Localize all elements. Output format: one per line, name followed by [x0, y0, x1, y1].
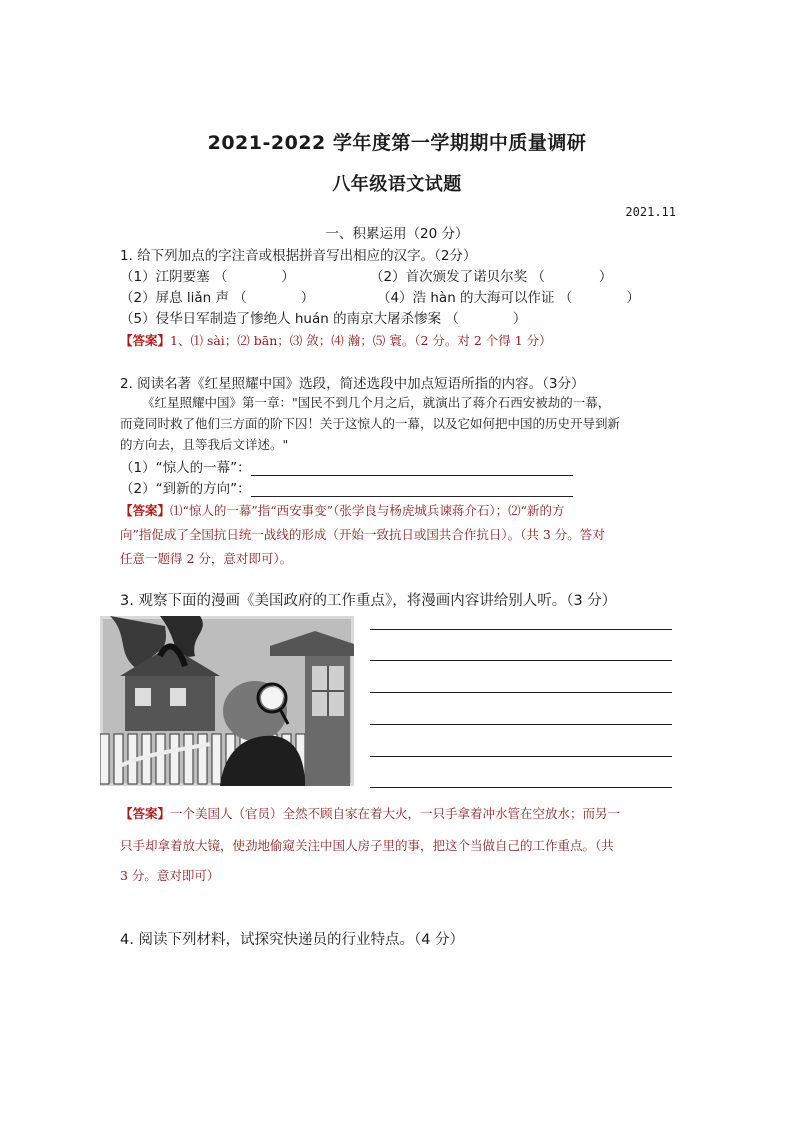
q1-item-5: （5）侵华日军制造了惨绝人 huán 的南京大屠杀惨案 （ ）: [120, 311, 527, 327]
q3-answer-line-4[interactable]: [370, 724, 672, 725]
q3-answer-line-1[interactable]: [370, 629, 672, 630]
exam-date: 2021.11: [625, 205, 676, 219]
q3-answer-line-3-text: 3 分。意对即可）: [120, 868, 220, 883]
q3-answer-line-2[interactable]: [370, 660, 672, 661]
cartoon-image: [100, 616, 354, 786]
q2-answer-line-2: 向”指促成了全国抗日统一战线的形成（开始一致抗日或国共合作抗日）。（共 3 分。答对: [120, 527, 605, 542]
q3-answer-text-1: 一个美国人（官员）全然不顾自家在着大火，一只手拿着冲水管在空放水；而另一: [170, 806, 621, 821]
q3-answer-line-1-text: [120, 804, 620, 822]
section-heading: 一、积累运用（20 分）: [325, 226, 469, 242]
q2-sub-2-label: （2）“到新的方向”：: [120, 481, 251, 497]
answer-tag: 【答案】: [120, 503, 171, 518]
q2-sub-1: [120, 456, 573, 476]
q1-answer: [120, 331, 552, 349]
q2-sub-1-label: （1）“惊人的一幕”：: [120, 460, 251, 476]
q3-answer-line-3[interactable]: [370, 692, 672, 693]
answer-tag: 【答案】: [120, 333, 171, 348]
q2-quote-line-2: 而竟同时救了他们三方面的阶下囚！关于这惊人的一幕，以及它如何把中国的历史开导到新: [120, 416, 621, 431]
q2-answer-line-1: [120, 501, 564, 519]
q3-answer-line-2-text: 只手却拿着放大镜，使劲地偷窥关注中国人房子里的事，把这个当做自己的工作重点。（共: [120, 838, 614, 853]
q2-quote-line-1: 《红星照耀中国》第一章："国民不到几个月之后，就演出了蒋介石西安被劫的一幕，: [142, 395, 611, 410]
q3-prompt: 3. 观察下面的漫画《美国政府的工作重点》，将漫画内容讲给别人听。（3 分）: [120, 593, 617, 609]
q1-answer-text: 1、⑴ sài；⑵ bān；⑶ 敛；⑷ 瀚；⑸ 寰。（2 分。对 2 个得 1 分）: [170, 333, 552, 348]
q3-answer-line-5[interactable]: [370, 756, 672, 757]
q1-item-3: （2）屏息 liǎn 声 （ ）: [120, 290, 315, 306]
q2-answer-text-1: ⑴“惊人的一幕”指“西安事变”（张学良与杨虎城兵谏蒋介石）；⑵“新的方: [170, 503, 565, 518]
q1-item-1: （1）江阴要塞 （ ）: [120, 269, 295, 285]
q4-prompt: 4. 阅读下列材料，试探究快递员的行业特点。（4 分）: [120, 932, 465, 948]
q3-answer-line-6[interactable]: [370, 787, 672, 788]
q1-prompt: 1. 给下列加点的字注音或根据拼音写出相应的汉字。（2分）: [120, 248, 477, 264]
q2-prompt: 2. 阅读名著《红星照耀中国》选段，简述选段中加点短语所指的内容。（3分）: [120, 376, 585, 392]
exam-title: 2021-2022 学年度第一学期期中质量调研: [207, 132, 587, 154]
q1-item-4: （4）浩 hàn 的大海可以作证 （ ）: [377, 290, 640, 306]
q2-answer-blank-1[interactable]: [251, 461, 573, 476]
q2-answer-line-3: 任意一题得 2 分，意对即可）。: [120, 551, 293, 566]
answer-tag: 【答案】: [120, 806, 171, 821]
q2-quote-line-3: 的方向去，且等我后文详述。": [120, 437, 289, 452]
q2-answer-blank-2[interactable]: [251, 482, 573, 497]
q2-sub-2: [120, 477, 573, 497]
exam-subtitle: 八年级语文试题: [332, 174, 462, 195]
q1-item-2: （2）首次颁发了诺贝尔奖 （ ）: [370, 269, 613, 285]
